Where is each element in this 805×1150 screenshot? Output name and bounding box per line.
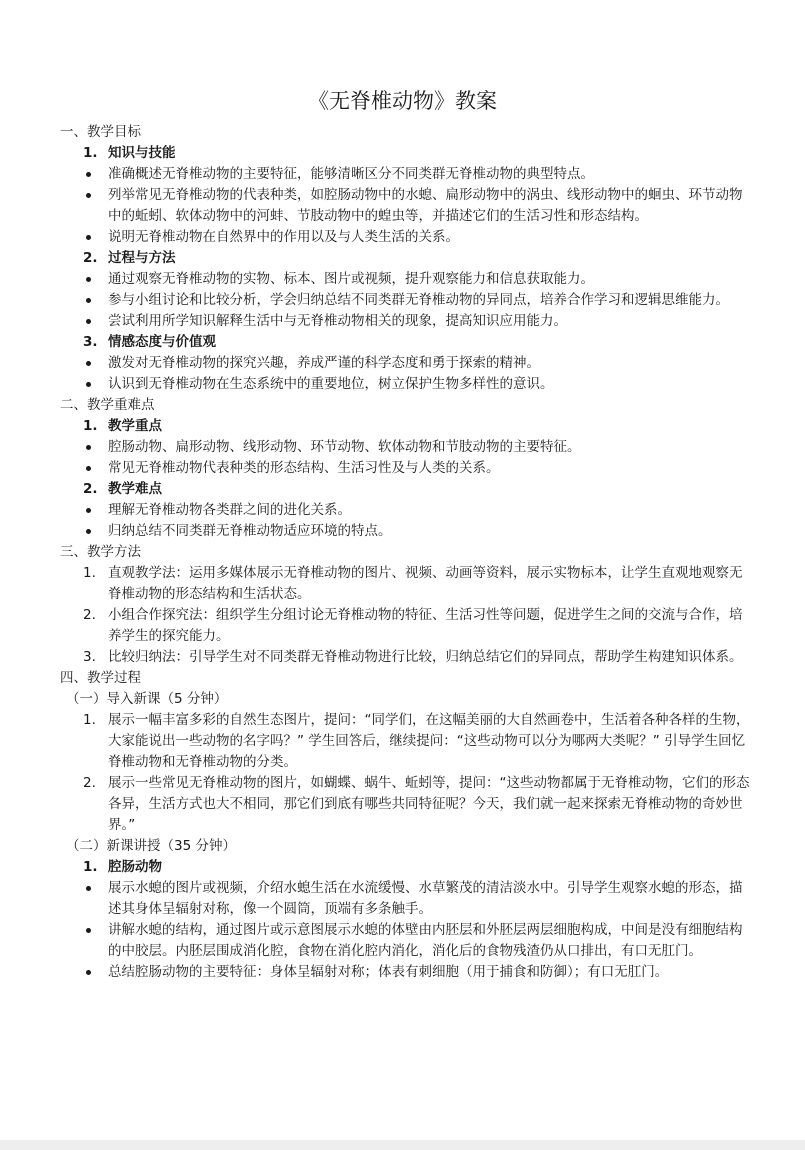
bullet-item: 常见无脊椎动物代表种类的形态结构、生活习性及与人类的关系。 [60,458,750,479]
bullet-item: 激发对无脊椎动物的探究兴趣，养成严谨的科学态度和勇于探索的精神。 [60,353,750,374]
numbered-heading [60,416,750,437]
list-number: 2. [83,775,96,791]
list-item-text: 展示一些常见无脊椎动物的图片，如蝴蝶、蜗牛、蚯蚓等，提问：“这些动物都属于无脊椎动物，它们的形态各异，生活方式也大不相同，那它们到底有哪些共同特征呢？今天，我们就一起来探索无脊椎动物的奇妙世界。” [108,775,750,833]
section-heading-methods: 三、教学方法 [60,544,141,560]
list-number: 2. [83,250,98,266]
numbered-heading-label: 教学难点 [108,481,162,497]
ordered-list-item [60,647,750,668]
numbered-heading [60,248,750,269]
numbered-heading-label: 过程与方法 [108,250,176,266]
ordered-list-item [60,605,750,647]
section-heading-process: 四、教学过程 [60,670,141,686]
document-body [60,122,750,983]
bullet-item: 说明无脊椎动物在自然界中的作用以及与人类生活的关系。 [60,227,750,248]
numbered-heading [60,332,750,353]
list-number: 1. [83,565,96,581]
bullet-item: 归纳总结不同类群无脊椎动物适应环境的特点。 [60,521,750,542]
numbered-heading [60,143,750,164]
numbered-heading-label: 知识与技能 [108,145,176,161]
numbered-heading-label: 腔肠动物 [108,859,162,875]
ordered-list-item [60,710,750,773]
bullet-item: 讲解水螅的结构，通过图片或示意图展示水螅的体壁由内胚层和外胚层两层细胞构成，中间是没有细胞结构的中胶层。内胚层围成消化腔，食物在消化腔内消化，消化后的食物残渣仍从口排出，有口无肛门。 [60,920,750,962]
bullet-item: 理解无脊椎动物各类群之间的进化关系。 [60,500,750,521]
page-bottom-margin [0,1140,805,1150]
bullet-item: 总结腔肠动物的主要特征：身体呈辐射对称；体表有刺细胞（用于捕食和防御）；有口无肛门。 [60,962,750,983]
bullet-item: 列举常见无脊椎动物的代表种类，如腔肠动物中的水螅、扁形动物中的涡虫、线形动物中的蛔虫、环节动物中的蚯蚓、软体动物中的河蚌、节肢动物中的蝗虫等，并描述它们的生活习性和形态结构。 [60,185,750,227]
bullet-item: 展示水螅的图片或视频，介绍水螅生活在水流缓慢、水草繁茂的清洁淡水中。引导学生观察水螅的形态，描述其身体呈辐射对称，像一个圆筒，顶端有多条触手。 [60,878,750,920]
list-number: 2. [83,481,98,497]
list-item-text: 直观教学法：运用多媒体展示无脊椎动物的图片、视频、动画等资料，展示实物标本，让学生直观地观察无脊椎动物的形态结构和生活状态。 [108,565,743,602]
bullet-item: 尝试利用所学知识解释生活中与无脊椎动物相关的现象，提高知识应用能力。 [60,311,750,332]
numbered-heading [60,479,750,500]
list-number: 3. [83,334,98,350]
list-number: 1. [83,712,96,728]
section-heading-key-points: 二、教学重难点 [60,397,155,413]
list-number: 2. [83,607,96,623]
section-heading-objectives: 一、教学目标 [60,124,141,140]
sub-heading-intro: （一）导入新课（5 分钟） [66,691,228,707]
page-title: 《无脊椎动物》教案 [308,89,497,113]
list-number: 1. [83,145,98,161]
list-item-text: 比较归纳法：引导学生对不同类群无脊椎动物进行比较，归纳总结它们的异同点，帮助学生构建知识体系。 [108,649,743,665]
sub-heading-new-lesson: （二）新课讲授（35 分钟） [66,838,236,854]
ordered-list-item [60,563,750,605]
list-item-text: 小组合作探究法：组织学生分组讨论无脊椎动物的特征、生活习性等问题，促进学生之间的交流与合作，培养学生的探究能力。 [108,607,743,644]
ordered-list-item [60,773,750,836]
bullet-item: 认识到无脊椎动物在生态系统中的重要地位，树立保护生物多样性的意识。 [60,374,750,395]
numbered-heading-label: 教学重点 [108,418,162,434]
list-number: 1. [83,859,98,875]
bullet-item: 参与小组讨论和比较分析，学会归纳总结不同类群无脊椎动物的异同点，培养合作学习和逻辑思维能力。 [60,290,750,311]
list-number: 1. [83,418,98,434]
numbered-heading-label: 情感态度与价值观 [108,334,216,350]
bullet-item: 准确概述无脊椎动物的主要特征，能够清晰区分不同类群无脊椎动物的典型特点。 [60,164,750,185]
list-item-text: 展示一幅丰富多彩的自然生态图片，提问：“同学们，在这幅美丽的大自然画卷中，生活着各种各样的生物，大家能说出一些动物的名字吗？” 学生回答后，继续提问：“这些动物可以分为哪两大类呢？” 引导学生回忆脊椎动物和无脊椎动物的分类。 [108,712,750,770]
numbered-heading [60,857,750,878]
bullet-item: 通过观察无脊椎动物的实物、标本、图片或视频，提升观察能力和信息获取能力。 [60,269,750,290]
bullet-item: 腔肠动物、扁形动物、线形动物、环节动物、软体动物和节肢动物的主要特征。 [60,437,750,458]
list-number: 3. [83,649,96,665]
